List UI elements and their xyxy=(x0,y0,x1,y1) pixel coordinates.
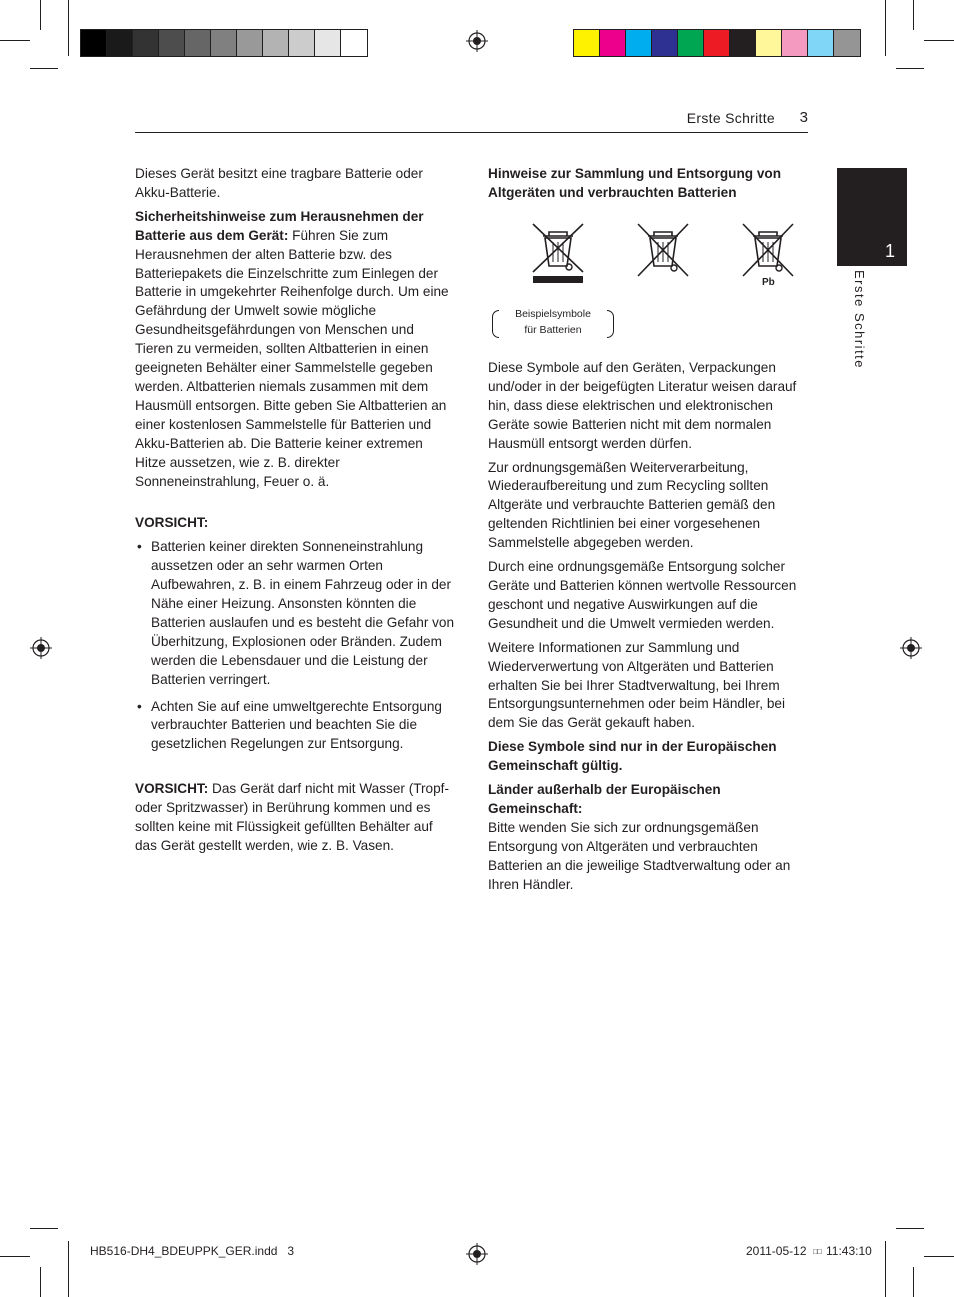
right-column xyxy=(488,359,810,899)
safety-heading: Sicherheitshinweise zum Herausnehmen der Batterie aus dem Gerät: xyxy=(135,208,424,243)
disposal-heading xyxy=(488,165,808,203)
slug-glyph: □□ xyxy=(813,1247,821,1256)
crossed-bin-icon xyxy=(634,222,692,284)
chapter-tab-label: Erste Schritte xyxy=(852,270,867,370)
registration-mark-icon xyxy=(466,1243,488,1265)
color-swatch xyxy=(315,30,341,56)
color-swatch xyxy=(81,30,107,56)
chapter-tab xyxy=(837,168,907,266)
color-swatch xyxy=(159,30,185,56)
color-swatch xyxy=(782,30,808,56)
crop-mark xyxy=(68,1241,69,1297)
crop-mark xyxy=(924,40,954,41)
water-warning-text: Das Gerät darf nicht mit Wasser (Tropf- oder Spritzwasser) in Berührung kommen und es sollten keine mit Flüssigkeit gefüllten Behälter auf das Gerät gestellt werden, wie z. B. Vasen. xyxy=(135,781,449,853)
crossed-bin-pb-icon xyxy=(739,222,797,284)
running-header xyxy=(135,108,808,133)
pb-label: Pb xyxy=(762,277,775,288)
registration-mark-icon xyxy=(30,637,52,659)
registration-mark-icon xyxy=(900,637,922,659)
page-number: 3 xyxy=(799,109,808,126)
eu-note-text: Diese Symbole sind nur in der Europäischen Gemeinschaft gültig. xyxy=(488,739,777,774)
body-paragraph: Durch eine ordnungsgemäße Entsorgung solcher Geräte und Batterien können wertvolle Ressourcen geschont und negative Auswirkungen auf die Gesundheit und die Umwelt vermieden werden. xyxy=(488,559,797,631)
body-paragraph: Diese Symbole auf den Geräten, Verpackungen und/oder in der beigefügten Literatur weisen darauf hin, dass diese elektrischen und elektronischen Geräte sowie Batterien nicht mit dem normalen Hausmüll entsorgt werden dürfen. xyxy=(488,360,797,451)
crop-mark xyxy=(68,0,69,56)
color-swatch xyxy=(756,30,782,56)
crop-mark xyxy=(30,1228,58,1229)
disposal-heading-block xyxy=(488,165,808,208)
symbol-caption xyxy=(494,306,612,342)
non-eu-paragraph xyxy=(488,781,810,819)
color-swatch xyxy=(678,30,704,56)
color-swatch xyxy=(289,30,315,56)
caution-heading-text: VORSICHT: xyxy=(135,515,209,531)
body-paragraph: Weitere Informationen zur Sammlung und Wiederverwertung von Altgeräten und Batterien erhalten Sie bei Ihrer Stadtverwaltung, bei Ihrem Entsorgungsunternehmen oder beim Händler, bei dem Sie das Gerät gekauft haben. xyxy=(488,639,785,731)
crop-mark xyxy=(885,0,886,56)
crop-mark xyxy=(0,1256,30,1257)
color-swatch xyxy=(263,30,289,56)
safety-text: Führen Sie zum Herausnehmen der alten Batterie bzw. des Batteriepakets die Einzelschritte zum Einlegen der Batterie in umgekehrter Reihenfolge durch. Um eine Gefährdung der Umwelt sowie mögliche Gesundheitsgefährdungen von Menschen und Tieren zu vermeiden, sollten Altbatterien in einen geeigneten Behälter einer Sammelstelle gegeben werden. Altbatterien niemals zusammen mit dem Hausmüll entsorgen. Bitte geben Sie Altbatterien an einer kostenlosen Sammelstelle für Batterien und Akku-Batterien ab. Die Batterie keiner extremen Hitze aussetzen, wie z. B. direkter Sonneneinstrahlung, Feuer o. ä. xyxy=(135,227,449,489)
color-swatch xyxy=(211,30,237,56)
non-eu-heading: Länder außerhalb der Europäischen Gemeinschaft: xyxy=(488,782,721,816)
color-swatch xyxy=(626,30,652,56)
caution-list xyxy=(135,538,455,754)
registration-mark-icon xyxy=(466,30,488,52)
section-title: Erste Schritte xyxy=(686,110,775,126)
color-swatch xyxy=(704,30,730,56)
safety-paragraph xyxy=(135,208,455,492)
crop-mark xyxy=(896,1228,924,1229)
color-swatch xyxy=(574,30,600,56)
color-swatch xyxy=(237,30,263,56)
symbol-caption-line: Beispielsymbole xyxy=(515,308,591,320)
disposal-heading-text: Hinweise zur Sammlung und Entsorgung von Altgeräten und verbrauchten Batterien xyxy=(488,166,782,200)
crop-mark xyxy=(913,1267,914,1297)
crop-mark xyxy=(30,68,58,69)
crop-mark xyxy=(40,0,41,30)
caution-heading xyxy=(135,514,455,533)
color-swatch xyxy=(808,30,834,56)
chapter-number: 1 xyxy=(884,241,895,261)
color-swatch xyxy=(730,30,756,56)
crop-mark xyxy=(913,0,914,30)
non-eu-text: Bitte wenden Sie sich zur ordnungsgemäßen Entsorgung von Altgeräten und verbrauchten Batterien an die jeweilige Stadtverwaltung oder an Ihren Händler. xyxy=(488,819,791,892)
color-swatch xyxy=(107,30,133,56)
process-color-bar xyxy=(573,29,861,57)
color-swatch xyxy=(834,30,860,56)
crop-mark xyxy=(40,1267,41,1297)
crop-mark xyxy=(924,1256,954,1257)
list-item: • Achten Sie auf eine umweltgerechte Entsorgung verbrauchter Batterien und beachten Sie die gesetzlichen Regelungen zur Entsorgung. xyxy=(135,698,455,755)
left-column xyxy=(135,165,455,861)
water-warning-paragraph xyxy=(135,780,455,856)
crop-mark xyxy=(885,1241,886,1297)
body-paragraph: Zur ordnungsgemäßen Weiterverarbeitung, Wiederaufbereitung und zum Recycling sollten Altgeräte und verbrauchte Batterien gemäß den geltenden Richtlinien bei einer vorgesehenen Sammelstelle abgegeben werden. xyxy=(488,459,776,551)
color-swatch xyxy=(600,30,626,56)
color-swatch xyxy=(185,30,211,56)
gray-color-bar xyxy=(80,29,368,57)
slug-date: 2011-05-12 xyxy=(746,1244,807,1258)
symbol-caption-line: für Batterien xyxy=(524,324,582,336)
color-swatch xyxy=(652,30,678,56)
crossed-bin-with-bar-icon xyxy=(529,222,587,284)
intro-paragraph: Dieses Gerät besitzt eine tragbare Batterie oder Akku-Batterie. xyxy=(135,166,423,200)
list-item: • Batterien keiner direkten Sonneneinstrahlung aussetzen oder an sehr warmen Orten Aufbewahren, z. B. in einem Fahrzeug oder in der Nähe einer Heizung. Ansonsten könnten die Batterien auslaufen und es besteht die Gefahr von Überhitzung, Explosionen oder Bränden. Zudem werden die Lebensdauer und die Leistung der Batterien verringert. xyxy=(135,538,455,689)
crop-mark xyxy=(0,40,30,41)
color-swatch xyxy=(133,30,159,56)
water-warning-heading: VORSICHT: xyxy=(135,781,209,797)
crop-mark xyxy=(896,68,924,69)
file-slug: HB516-DH4_BDEUPPK_GER.indd 3 xyxy=(90,1244,295,1258)
slug-time: 11:43:10 xyxy=(826,1244,872,1258)
color-swatch xyxy=(341,30,367,56)
eu-note xyxy=(488,738,810,776)
